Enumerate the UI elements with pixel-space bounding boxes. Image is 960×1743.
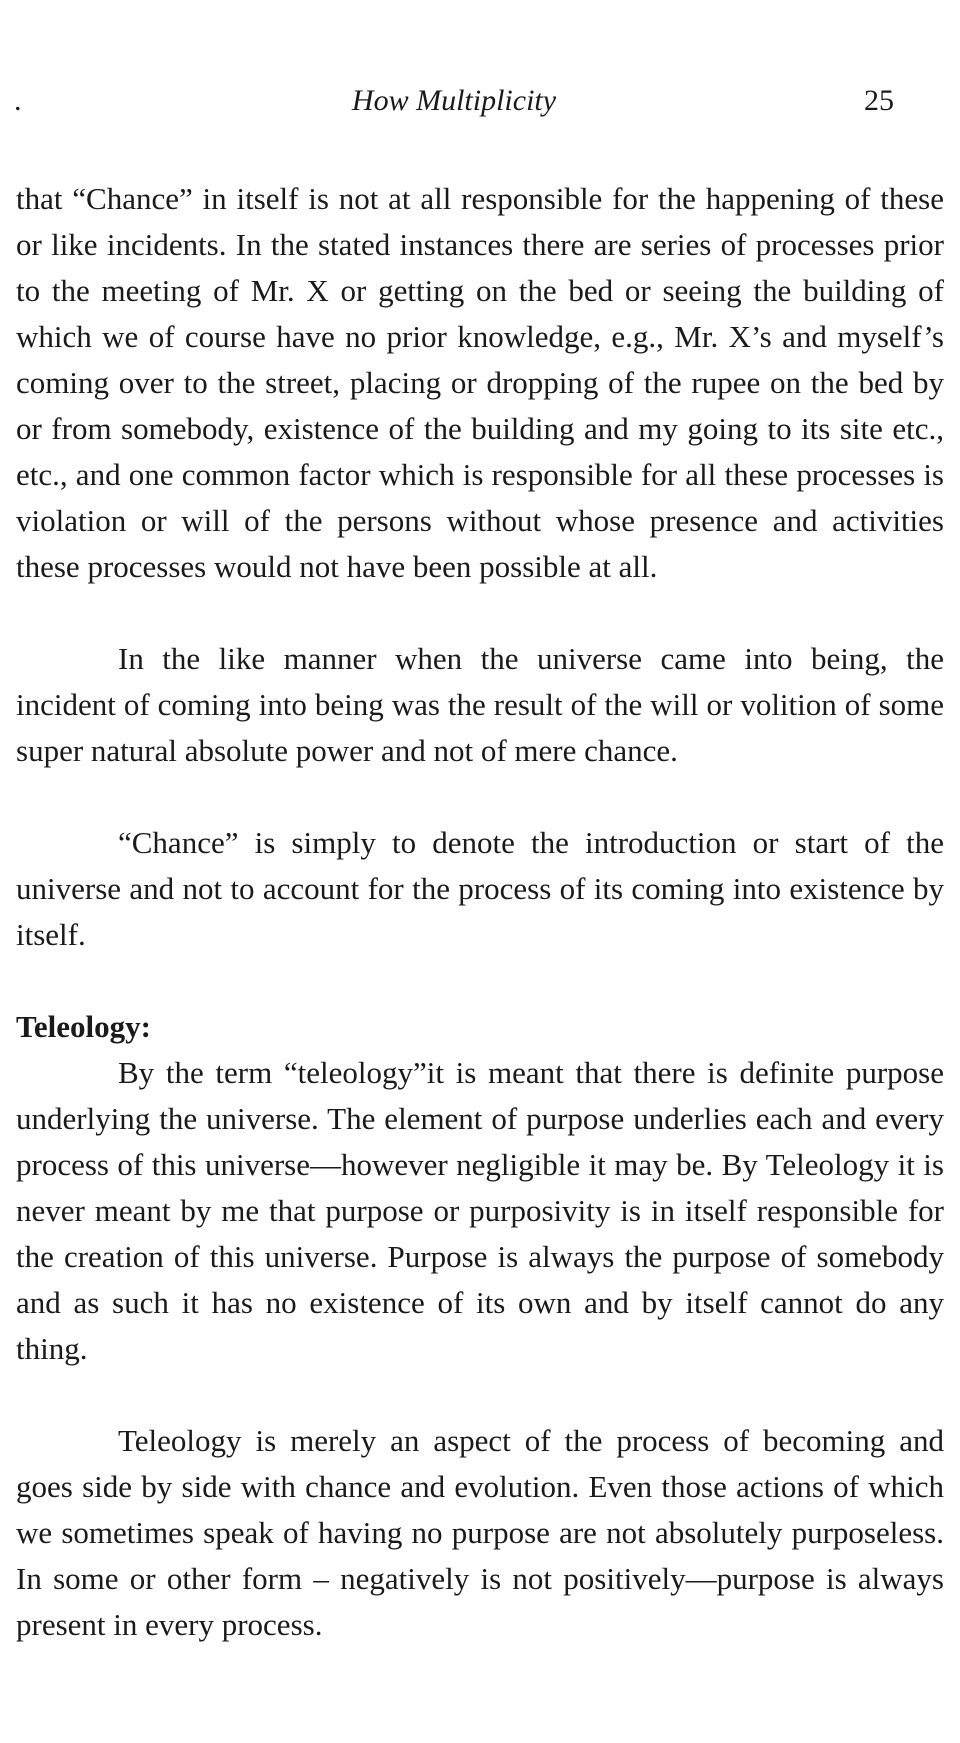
paragraph-teleology-aspect: Teleology is merely an aspect of the process of becoming and goes side by side with chance and evolution. Even those actions of which we sometimes speak of having no purpose are not absolutely purposeless. In some or other form – negatively is not positively—purpose is always present in every process. (16, 1423, 944, 1642)
page-body (16, 176, 944, 1648)
page-number: 25 (864, 84, 894, 117)
running-header (14, 84, 894, 128)
section-heading-teleology: Teleology: (16, 1009, 151, 1044)
paragraph-chance-denotes: “Chance” is simply to denote the introduction or start of the universe and not to account for the process of its coming into existence by itself. (16, 825, 944, 952)
paragraph-chance-continued: that “Chance” in itself is not at all responsible for the happening of these or like incidents. In the stated instances there are series of processes prior to the meeting of Mr. X or getting on the bed or seeing the building of which we of course have no prior knowledge, e.g., Mr. X’s and myself’s coming over to the street, placing or dropping of the rupee on the bed by or from somebody, existence of the building and my going to its site etc., etc., and one common factor which is responsible for all these processes is violation or will of the persons without whose presence and activities these processes would not have been possible at all. (16, 181, 944, 584)
paragraph-universe-will: In the like manner when the universe came into being, the incident of coming into being was the result of the will or volition of some super natural absolute power and not of mere chance. (16, 641, 944, 768)
running-title: How Multiplicity (351, 84, 557, 117)
paragraph-teleology-definition: By the term “teleology”it is meant that there is definite purpose underlying the universe. The element of purpose underlies each and every process of this universe—however negligible it may be. By Teleology it is never meant by me that purpose or purposivity is in itself responsible for the creation of this universe. Purpose is always the purpose of somebody and as such it has no existence of its own and by itself cannot do any thing. (16, 1055, 944, 1366)
header-marker: . (14, 84, 22, 117)
